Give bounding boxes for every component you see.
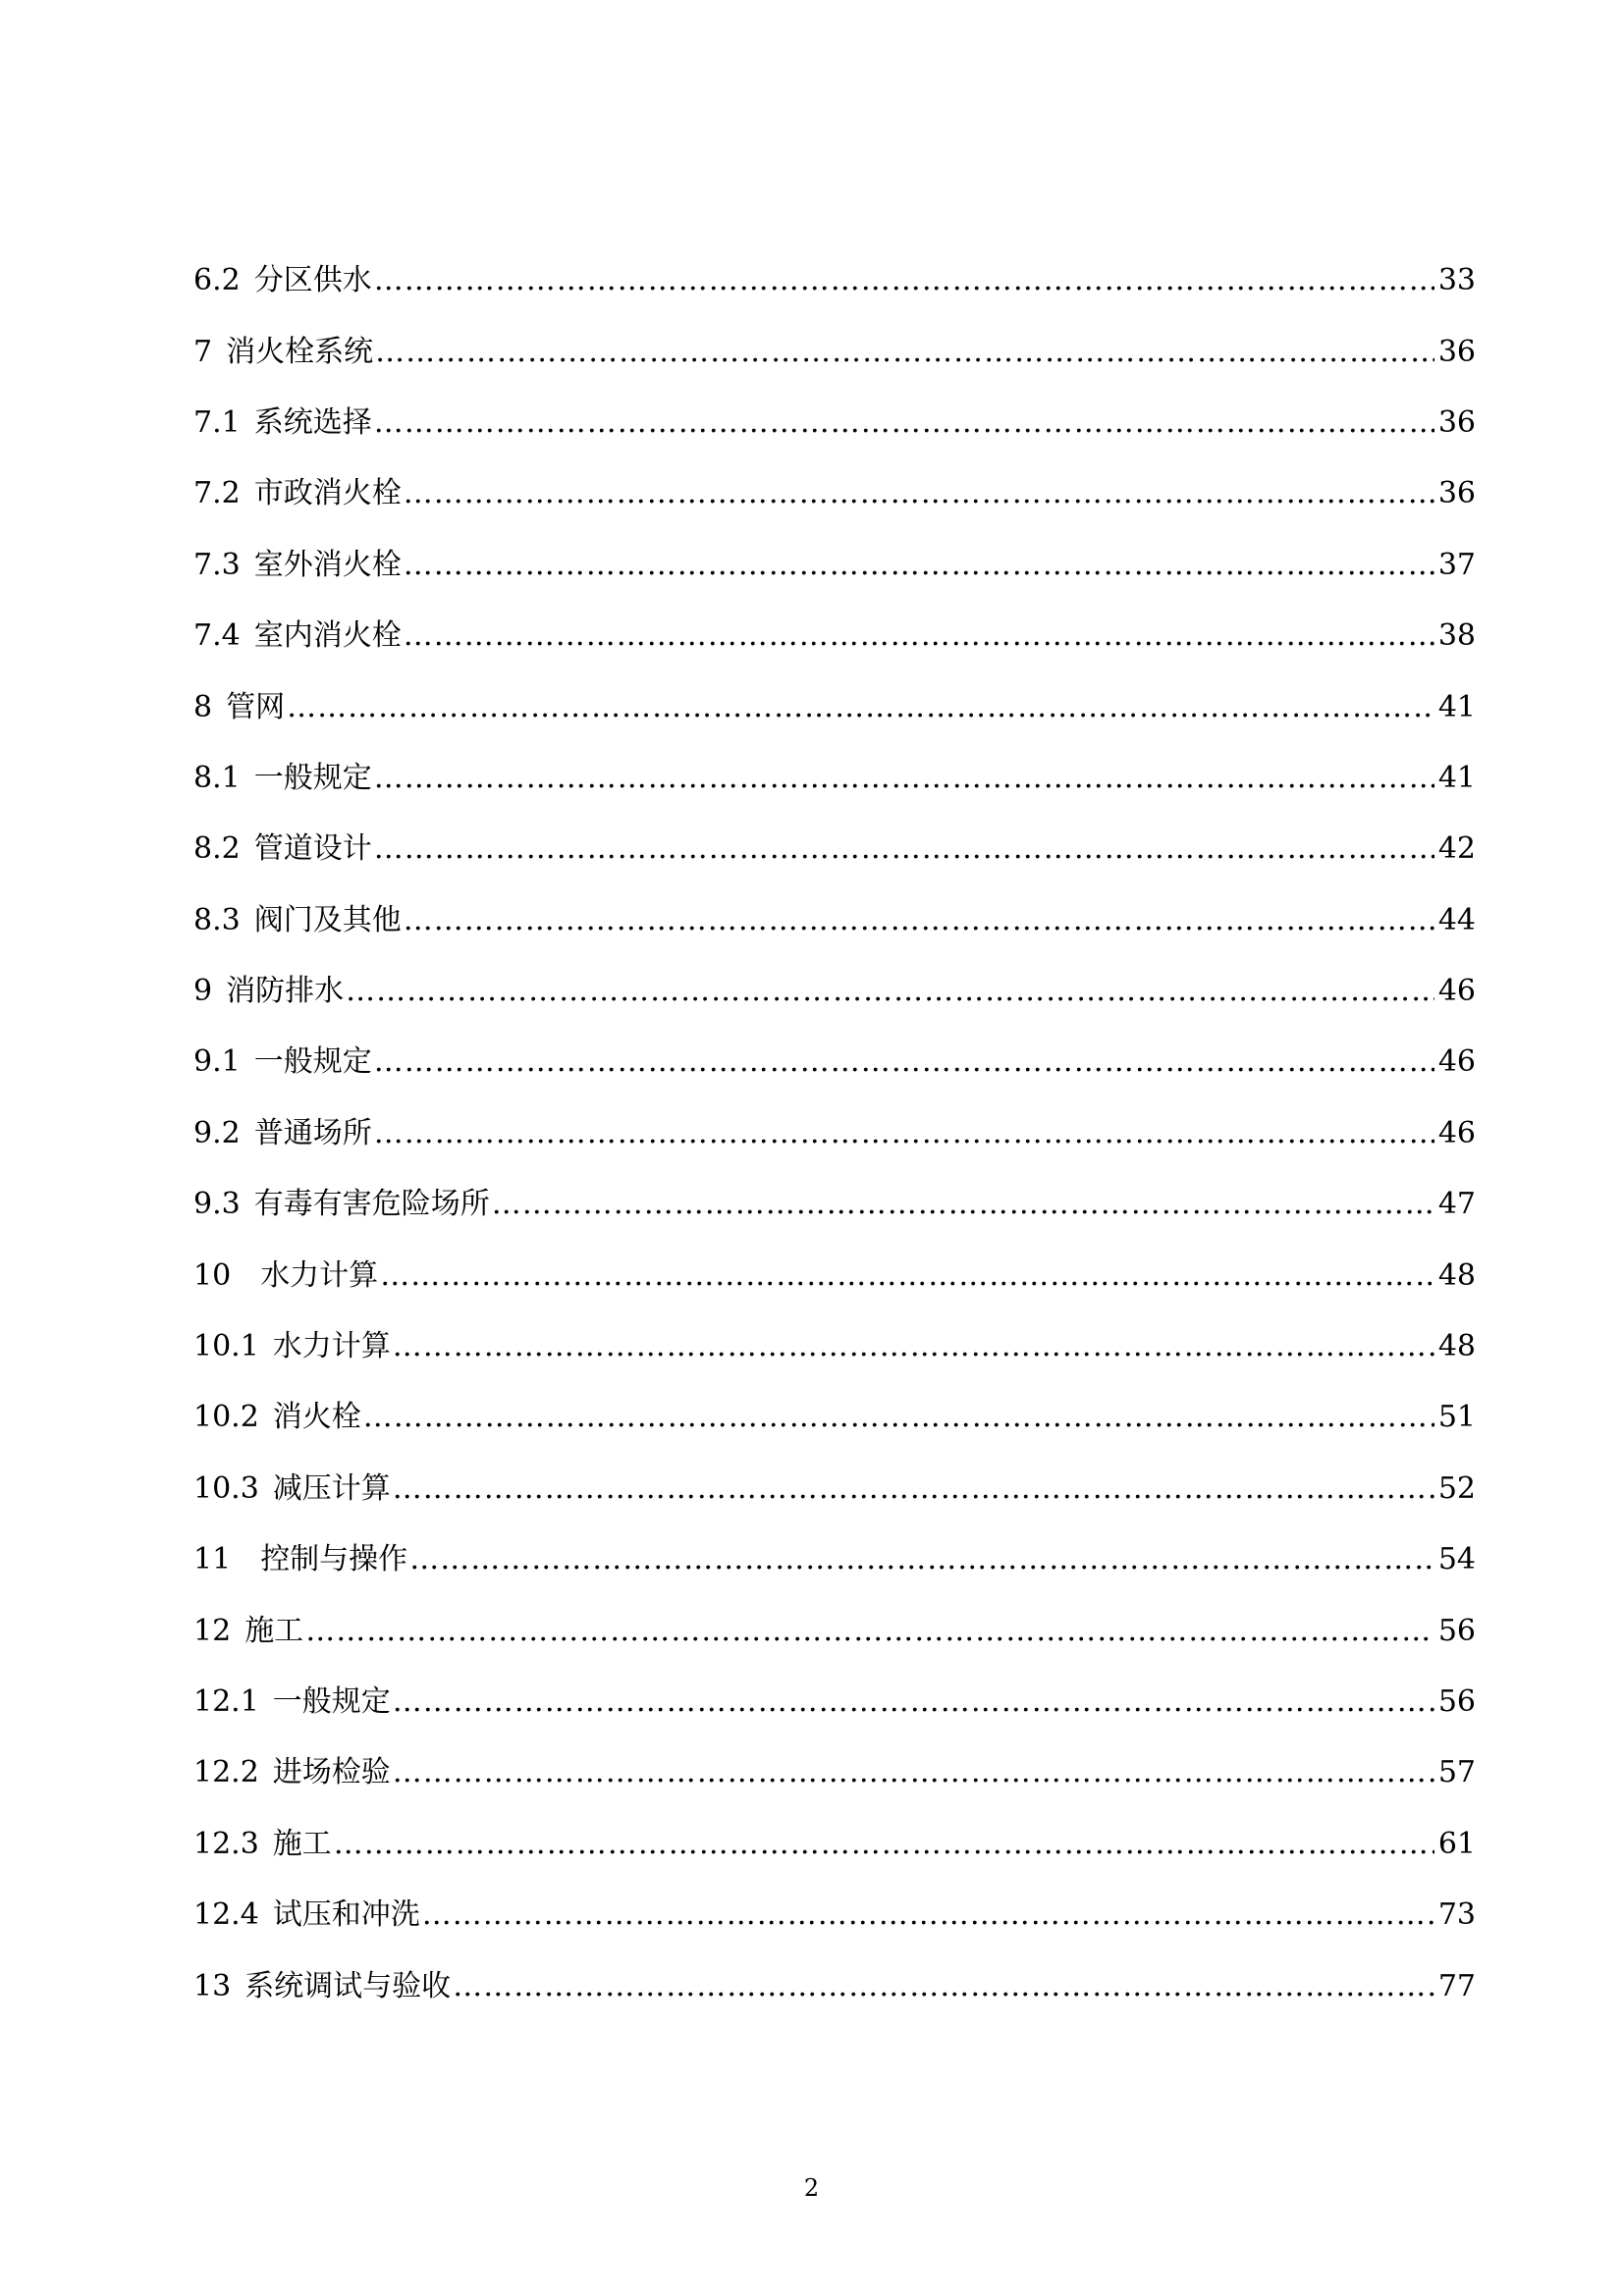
toc-leader-dots <box>453 1972 1434 2002</box>
toc-entry-title: 减压计算 <box>272 1470 391 1506</box>
toc-leader-dots <box>334 1830 1434 1859</box>
toc-entry-page: 54 <box>1437 1542 1476 1577</box>
toc-entry-number: 9.2 <box>193 1115 241 1150</box>
toc-entry-number: 6.2 <box>193 263 241 298</box>
page-number: 2 <box>803 2174 820 2202</box>
toc-leader-dots <box>393 1758 1434 1788</box>
toc-entry-page: 41 <box>1437 689 1476 724</box>
toc-entry-page: 47 <box>1437 1187 1476 1222</box>
toc-entry-number: 10 <box>193 1257 232 1293</box>
toc-entry-number: 8.3 <box>193 902 241 937</box>
toc-leader-dots <box>374 1119 1434 1148</box>
toc-leader-dots <box>404 906 1434 935</box>
toc-leader-dots <box>374 764 1434 793</box>
toc-entry-title: 管网 <box>226 689 286 724</box>
toc-leader-dots <box>374 834 1434 864</box>
toc-entry-number: 7.1 <box>193 404 241 440</box>
toc-entry-number: 7.4 <box>193 618 241 654</box>
toc-entry-number: 10.1 <box>193 1329 259 1364</box>
toc-entry[interactable] <box>193 885 1476 956</box>
toc-entry-number: 12.2 <box>193 1755 259 1790</box>
toc-entry[interactable] <box>193 956 1476 1027</box>
toc-entry[interactable] <box>193 1382 1476 1453</box>
toc-leader-dots <box>492 1190 1434 1219</box>
toc-entry-title: 普通场所 <box>253 1115 372 1150</box>
toc-entry-page: 41 <box>1437 760 1476 795</box>
toc-leader-dots <box>374 266 1434 295</box>
toc-entry[interactable] <box>193 743 1476 814</box>
toc-entry-number: 9 <box>193 974 213 1009</box>
toc-entry[interactable] <box>193 1524 1476 1595</box>
toc-entry-number: 7.2 <box>193 476 241 511</box>
toc-entry-page: 36 <box>1437 476 1476 511</box>
toc-leader-dots <box>363 1403 1434 1432</box>
toc-entry[interactable] <box>193 388 1476 458</box>
toc-leader-dots <box>404 479 1434 508</box>
toc-entry-page: 57 <box>1437 1755 1476 1790</box>
toc-leader-dots <box>374 1047 1434 1077</box>
toc-entry-number: 7 <box>193 334 213 369</box>
toc-entry[interactable] <box>193 530 1476 601</box>
toc-entry-number: 11 <box>193 1542 232 1577</box>
toc-leader-dots <box>409 1545 1434 1575</box>
toc-entry-number: 10.3 <box>193 1470 259 1506</box>
toc-entry-title: 室外消火栓 <box>253 547 402 582</box>
toc-entry-page: 33 <box>1437 263 1476 298</box>
toc-leader-dots <box>287 693 1434 722</box>
toc-entry-page: 48 <box>1437 1329 1476 1364</box>
toc-leader-dots <box>404 621 1434 651</box>
toc-entry-title: 管道设计 <box>253 831 372 867</box>
toc-entry-title: 一般规定 <box>253 1044 372 1080</box>
toc-entry[interactable] <box>193 1454 1476 1524</box>
toc-entry-page: 44 <box>1437 902 1476 937</box>
toc-leader-dots <box>422 1900 1434 1930</box>
toc-entry-page: 51 <box>1437 1400 1476 1435</box>
toc-entry-page: 48 <box>1437 1257 1476 1293</box>
toc-entry[interactable] <box>193 1880 1476 1950</box>
toc-entry-title: 施工 <box>272 1826 332 1861</box>
toc-entry-title: 消火栓系统 <box>226 334 374 369</box>
toc-entry-title: 施工 <box>244 1613 304 1648</box>
toc-entry-page: 42 <box>1437 831 1476 867</box>
toc-entry-page: 46 <box>1437 1115 1476 1150</box>
toc-entry-title: 市政消火栓 <box>253 476 402 511</box>
toc-entry-number: 7.3 <box>193 547 241 582</box>
toc-entry-page: 77 <box>1437 1968 1476 2003</box>
toc-leader-dots <box>375 338 1434 367</box>
toc-entry-page: 37 <box>1437 547 1476 582</box>
toc-entry-title: 水力计算 <box>260 1257 379 1293</box>
toc-entry-page: 56 <box>1437 1684 1476 1719</box>
toc-entry[interactable] <box>193 1950 1476 2021</box>
toc-entry[interactable] <box>193 1240 1476 1310</box>
toc-entry-number: 12.3 <box>193 1826 259 1861</box>
toc-entry-page: 38 <box>1437 618 1476 654</box>
toc-entry-page: 36 <box>1437 334 1476 369</box>
toc-leader-dots <box>346 977 1434 1006</box>
toc-entry[interactable] <box>193 245 1476 316</box>
toc-entry-page: 36 <box>1437 404 1476 440</box>
toc-leader-dots <box>374 408 1434 438</box>
toc-entry[interactable] <box>193 671 1476 742</box>
toc-leader-dots <box>305 1617 1434 1646</box>
toc-entry[interactable] <box>193 1595 1476 1666</box>
toc-entry-number: 8.1 <box>193 760 241 795</box>
toc-entry-number: 10.2 <box>193 1400 259 1435</box>
toc-entry-title: 室内消火栓 <box>253 618 402 654</box>
toc-entry-number: 13 <box>193 1968 232 2003</box>
toc-entry-title: 试压和冲洗 <box>272 1897 420 1933</box>
toc-entry-number: 8.2 <box>193 831 241 867</box>
toc-entry-title: 进场检验 <box>272 1755 391 1790</box>
toc-entry[interactable] <box>193 1311 1476 1382</box>
toc-entry-title: 水力计算 <box>272 1329 391 1364</box>
toc-entry[interactable] <box>193 814 1476 884</box>
toc-entry-number: 9.1 <box>193 1044 241 1080</box>
toc-entry-number: 8 <box>193 689 213 724</box>
table-of-contents <box>193 245 1476 2022</box>
toc-entry[interactable] <box>193 1737 1476 1808</box>
toc-entry-page: 46 <box>1437 1044 1476 1080</box>
toc-entry-title: 一般规定 <box>272 1684 391 1719</box>
toc-leader-dots <box>380 1261 1434 1291</box>
toc-entry-title: 一般规定 <box>253 760 372 795</box>
toc-entry-title: 分区供水 <box>253 263 372 298</box>
toc-entry-number: 12.1 <box>193 1684 259 1719</box>
toc-entry[interactable] <box>193 1169 1476 1240</box>
toc-entry-page: 46 <box>1437 974 1476 1009</box>
toc-entry-title: 消防排水 <box>226 974 345 1009</box>
toc-entry[interactable] <box>193 601 1476 671</box>
toc-entry-page: 56 <box>1437 1613 1476 1648</box>
toc-entry-number: 12 <box>193 1613 232 1648</box>
toc-entry[interactable] <box>193 1809 1476 1880</box>
toc-entry-page: 61 <box>1437 1826 1476 1861</box>
toc-entry-title: 阀门及其他 <box>253 902 402 937</box>
toc-entry-title: 消火栓 <box>272 1400 361 1435</box>
toc-entry[interactable] <box>193 1098 1476 1169</box>
toc-leader-dots <box>404 551 1434 580</box>
toc-entry[interactable] <box>193 316 1476 387</box>
toc-entry-title: 有毒有害危险场所 <box>253 1187 490 1222</box>
toc-entry-title: 控制与操作 <box>260 1542 408 1577</box>
toc-leader-dots <box>393 1474 1434 1504</box>
toc-entry-number: 9.3 <box>193 1187 241 1222</box>
toc-entry-page: 52 <box>1437 1470 1476 1506</box>
toc-entry-page: 73 <box>1437 1897 1476 1933</box>
toc-entry-number: 12.4 <box>193 1897 259 1933</box>
toc-entry-title: 系统调试与验收 <box>244 1968 452 2003</box>
toc-entry[interactable] <box>193 458 1476 529</box>
toc-entry[interactable] <box>193 1667 1476 1737</box>
toc-entry[interactable] <box>193 1027 1476 1097</box>
toc-entry-title: 系统选择 <box>253 404 372 440</box>
toc-leader-dots <box>393 1332 1434 1362</box>
toc-leader-dots <box>393 1687 1434 1717</box>
